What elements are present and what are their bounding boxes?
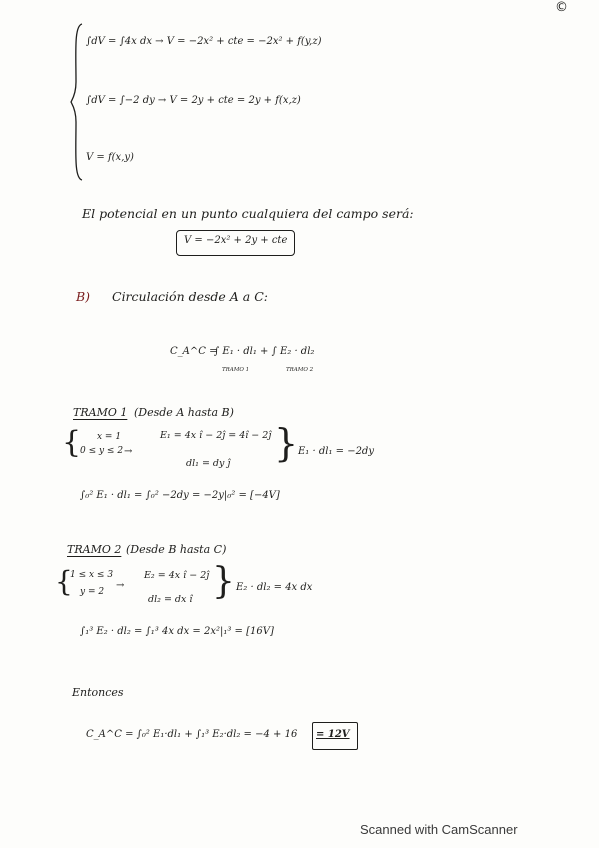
scanner-watermark: Scanned with CamScanner xyxy=(360,822,518,837)
tramo-sub-1: TRAMO 1 xyxy=(222,367,250,373)
potential-sentence: El potencial en un punto cualquiera del campo será: xyxy=(82,206,414,221)
tramo1-condition-1: x = 1 xyxy=(97,432,122,442)
tramo2-dot-product: E₂ · dl₂ = 4x dx xyxy=(236,582,313,593)
tramo2-right-brace: } xyxy=(212,561,235,602)
circulation-rhs: ∫ E₁ · dl₁ + ∫ E₂ · dl₂ xyxy=(214,346,315,357)
tramo1-arrow: → xyxy=(124,446,133,457)
tramo2-arrow: → xyxy=(116,580,125,591)
final-answer: = 12V xyxy=(316,729,350,740)
tramo1-integral: ∫₀² E₁ · dl₁ = ∫₀² −2dy = −2y|₀² = [−4V] xyxy=(80,490,280,501)
system-brace xyxy=(70,22,84,182)
tramo1-condition-2: 0 ≤ y ≤ 2 xyxy=(80,446,124,456)
tramo1-right-brace: } xyxy=(274,421,299,465)
corner-page-mark: © xyxy=(555,0,568,15)
section-b-label: B) xyxy=(76,289,91,304)
tramo2-dl: dl₂ = dx î xyxy=(148,594,193,605)
tramo2-left-brace: { xyxy=(55,565,73,598)
tramo1-dl: dl₁ = dy ĵ xyxy=(186,458,231,469)
tramo2-integral: ∫₁³ E₂ · dl₂ = ∫₁³ 4x dx = 2x²|₁³ = [16V] xyxy=(80,626,274,637)
system-line-3: V = f(x,y) xyxy=(86,152,134,163)
tramo2-condition-2: y = 2 xyxy=(80,587,105,597)
section-b-title: Circulación desde A a C: xyxy=(112,289,268,304)
potential-result: V = −2x² + 2y + cte xyxy=(184,235,288,246)
tramo1-dot-product: E₁ · dl₁ = −2dy xyxy=(298,446,374,457)
tramo-sub-2: TRAMO 2 xyxy=(286,367,314,373)
tramo2-description: (Desde B hasta C) xyxy=(126,543,227,556)
conclusion-label: Entonces xyxy=(72,686,124,699)
system-line-2: ∫dV = ∫−2 dy → V = 2y + cte = 2y + f(x,z) xyxy=(86,95,301,106)
tramo2-field: E₂ = 4x î − 2ĵ xyxy=(144,570,210,581)
conclusion-formula: C_A^C = ∫₀² E₁·dl₁ + ∫₁³ E₂·dl₂ = −4 + 16 xyxy=(86,729,298,740)
circulation-lhs: C_A^C = xyxy=(170,346,218,357)
tramo1-description: (Desde A hasta B) xyxy=(134,406,234,419)
tramo2-condition-1: 1 ≤ x ≤ 3 xyxy=(70,570,114,580)
tramo1-left-brace: { xyxy=(62,425,82,460)
tramo1-heading: TRAMO 1 xyxy=(73,406,128,419)
tramo2-heading: TRAMO 2 xyxy=(67,543,122,556)
tramo1-field: E₁ = 4x î − 2ĵ = 4î − 2ĵ xyxy=(160,430,272,441)
system-line-1: ∫dV = ∫4x dx → V = −2x² + cte = −2x² + f(y,z) xyxy=(86,36,322,47)
